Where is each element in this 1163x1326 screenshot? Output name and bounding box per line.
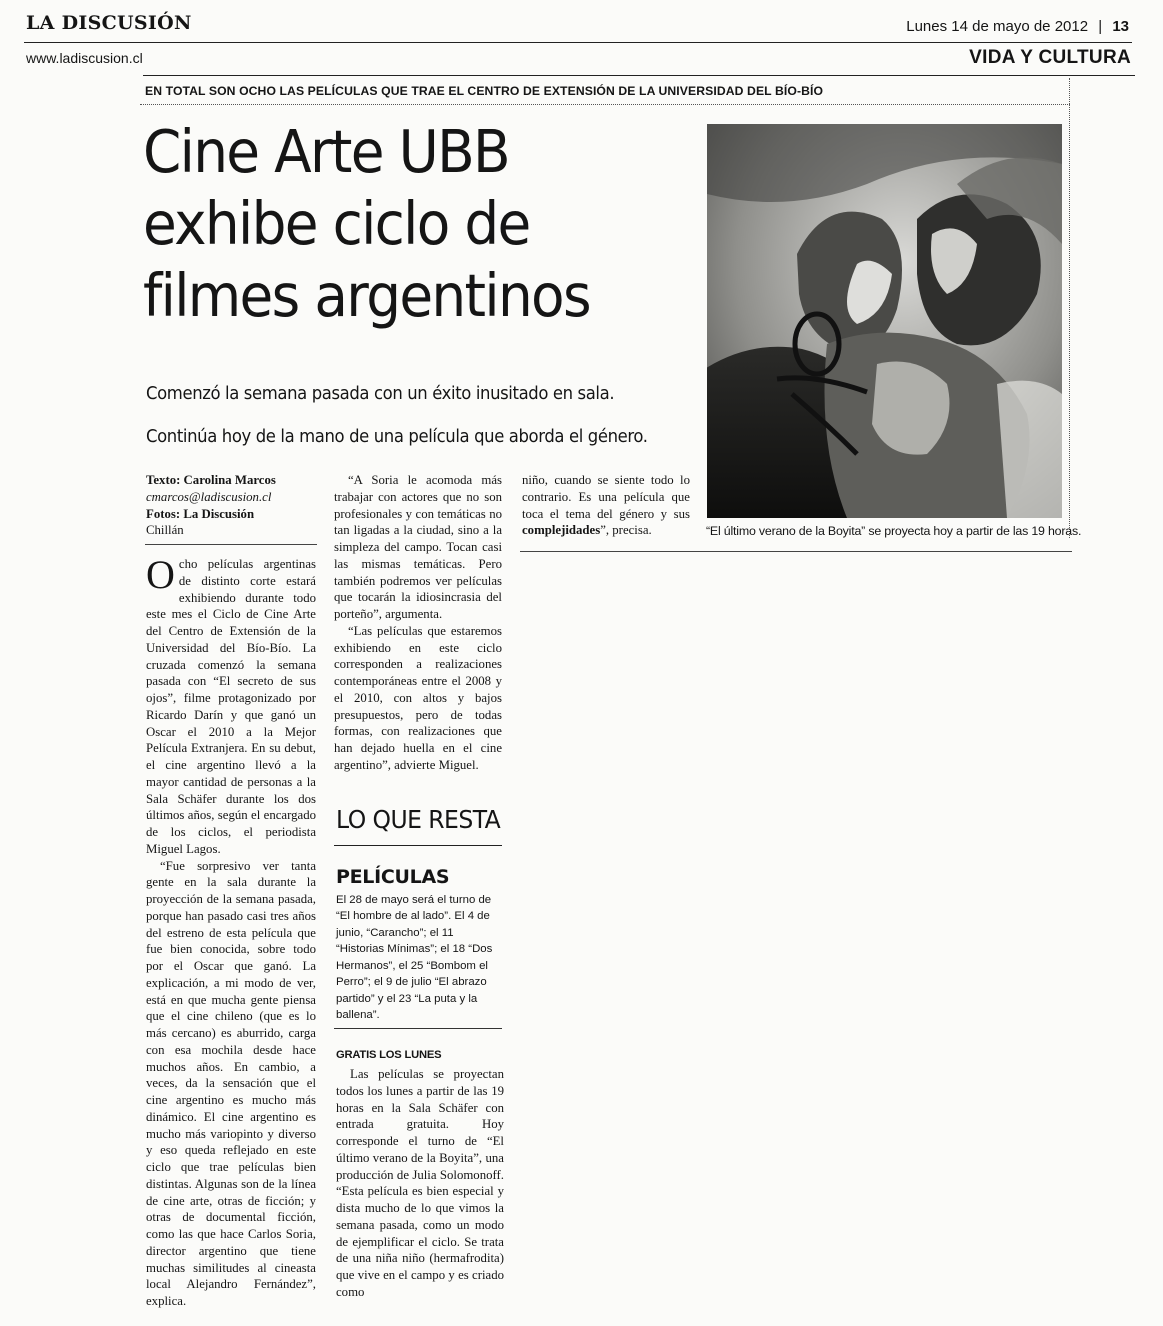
paragraph-bold-text: complejidades xyxy=(522,523,601,538)
paragraph xyxy=(522,472,690,539)
byline-author: Texto: Carolina Marcos xyxy=(146,473,276,487)
issue-date: Lunes 14 de mayo de 2012 xyxy=(906,18,1089,35)
byline-city: Chillán xyxy=(146,523,184,538)
drop-cap: O xyxy=(146,552,175,597)
article-kicker: EN TOTAL SON OCHO LAS PELÍCULAS QUE TRAE EL CENTRO DE EXTENSIÓN DE LA UNIVERSIDAD DEL BÍO-BÍO xyxy=(145,84,824,98)
byline-rule xyxy=(145,544,317,545)
paragraph-text-end: ”, precisa. xyxy=(600,523,652,538)
headline-line-1: Cine Arte UBB xyxy=(143,117,510,186)
article-column-3 xyxy=(522,472,690,539)
dateline-separator: | xyxy=(1098,18,1103,35)
kicker-dotted-rule xyxy=(140,104,1070,105)
sidebar-gratis-text xyxy=(336,1066,504,1301)
article-column-1 xyxy=(146,552,316,1310)
page-number: 13 xyxy=(1112,18,1129,35)
sidebar-peliculas-heading: PELÍCULAS xyxy=(336,866,450,888)
paragraph: “Las películas que estaremos exhibiendo en este ciclo corresponden a realizaciones contemporáneas entre el 2008 y el 2010, con altos y bajos presupuestos, pero de todas formas, con realizaciones que han dejado huella en el cine argentino”, advierte Miguel. xyxy=(334,623,502,772)
byline-photo-credit: Fotos: La Discusión xyxy=(146,506,255,521)
sidebar-rule xyxy=(334,845,502,846)
paragraph-text: cho películas argentinas de distinto corte estará exhibiendo durante todo este mes el Ciclo de Cine Arte del Centro de Extensión de la Universidad del Bío-Bío. La cruzada comenzó la semana pasada con “El secreto de sus ojos”, filme protagonizado por Ricardo Darín y que ganó un Oscar el 2010 a la Mejor Película Extranjera. En su debut, el cine argentino llevó a la mayor cantidad de personas a la Sala Schäfer durante los dos últimos años, según el encargado de los ciclos, el periodista Miguel Lagos. xyxy=(146,557,316,856)
paragraph: “A Soria le acomoda más trabajar con actores que no son profesionales y con temáticas no tan ligadas a la ciudad, sino a la simpleza del campo. Tocan casi las mismas temáticas. Pero también podremos ver películas que tocarán la idiosincrasia del porteño”, argumenta. xyxy=(334,473,502,621)
paragraph xyxy=(146,552,316,858)
website-url: www.ladiscusion.cl xyxy=(26,50,143,66)
paragraph: “Fue sorpresivo ver tanta gente en la sala durante la proyección de la semana pasada, porque han pasado casi tres años del estreno de esta película que fue bien conocida, sobre todo por el Oscar que ganó. La explicación, a mi modo de ver, está en que mucha gente piensa que el cine chileno (que es lo más cercano) es aburrido, carga con esa mochila desde hace muchos años. En cambio, a veces, da la sensación que el cine argentino es mucho más dinámico. El cine argentino es mucho más variopinto y diverso y eso queda reflejado en este ciclo que trae películas bien distintas. Algunas son de la línea de cine arte, otras de ficción; y otras de documental ficción, como las que hace Carlos Soria, director argentino que tiene muchas similitudes al cineasta local Alejandro Fernández”, explica. xyxy=(146,858,316,1308)
section-rule xyxy=(143,75,1135,76)
sidebar-divider xyxy=(334,1028,502,1029)
section-title: VIDA Y CULTURA xyxy=(969,47,1131,68)
sidebar-peliculas-text: El 28 de mayo será el turno de “El hombre de al lado”. El 4 de junio, “Carancho”; el 11 “Historias Mínimas”; el 18 “Dos Hermanos”, el 25 “Bombom el Perro”; el 9 de julio “El abrazo partido” y el 23 “La puta y la ballena”. xyxy=(336,894,493,1021)
caption-rule xyxy=(520,551,1072,552)
sidebar-title: LO QUE RESTA xyxy=(336,805,501,834)
article-deck-1: Comenzó la semana pasada con un éxito inusitado en sala. xyxy=(146,384,615,404)
paragraph: Las películas se proyectan todos los lunes a partir de las 19 horas en la Sala Schäfer con entrada gratuita. Hoy corresponde el turno de “El último verano de la Boyita”, una producción de Julia Solomonoff. “Esta película es bien especial y dista mucho de lo que vimos la semana pasada, como un modo de ejemplificar el ciclo. Se trata de una niña niño (hermafrodita) que vive en el campo y es criado como xyxy=(336,1067,504,1299)
headline-line-2: exhibe ciclo de xyxy=(143,188,530,258)
article-deck-2: Continúa hoy de la mano de una película que aborda el género. xyxy=(146,427,648,447)
header-rule xyxy=(24,42,1132,43)
byline-email: cmarcos@ladiscusion.cl xyxy=(146,489,272,504)
right-dotted-rule xyxy=(1069,78,1070,538)
byline xyxy=(146,472,276,539)
article-headline xyxy=(143,116,655,332)
photo-caption: “El último verano de la Boyita” se proyecta hoy a partir de las 19 horas. xyxy=(706,524,1082,538)
paragraph-text: niño, cuando se siente todo lo contrario. Es una película que toca el tema del género y sus xyxy=(522,473,690,521)
photo-illustration xyxy=(707,124,1062,518)
sidebar-gratis-heading: GRATIS LOS LUNES xyxy=(336,1049,442,1061)
masthead-logo: LA DISCUSIÓN xyxy=(26,12,192,34)
headline-line-3: filmes argentinos xyxy=(143,260,590,330)
article-column-2 xyxy=(334,472,502,774)
article-photo xyxy=(707,124,1062,518)
dateline xyxy=(906,18,1129,35)
